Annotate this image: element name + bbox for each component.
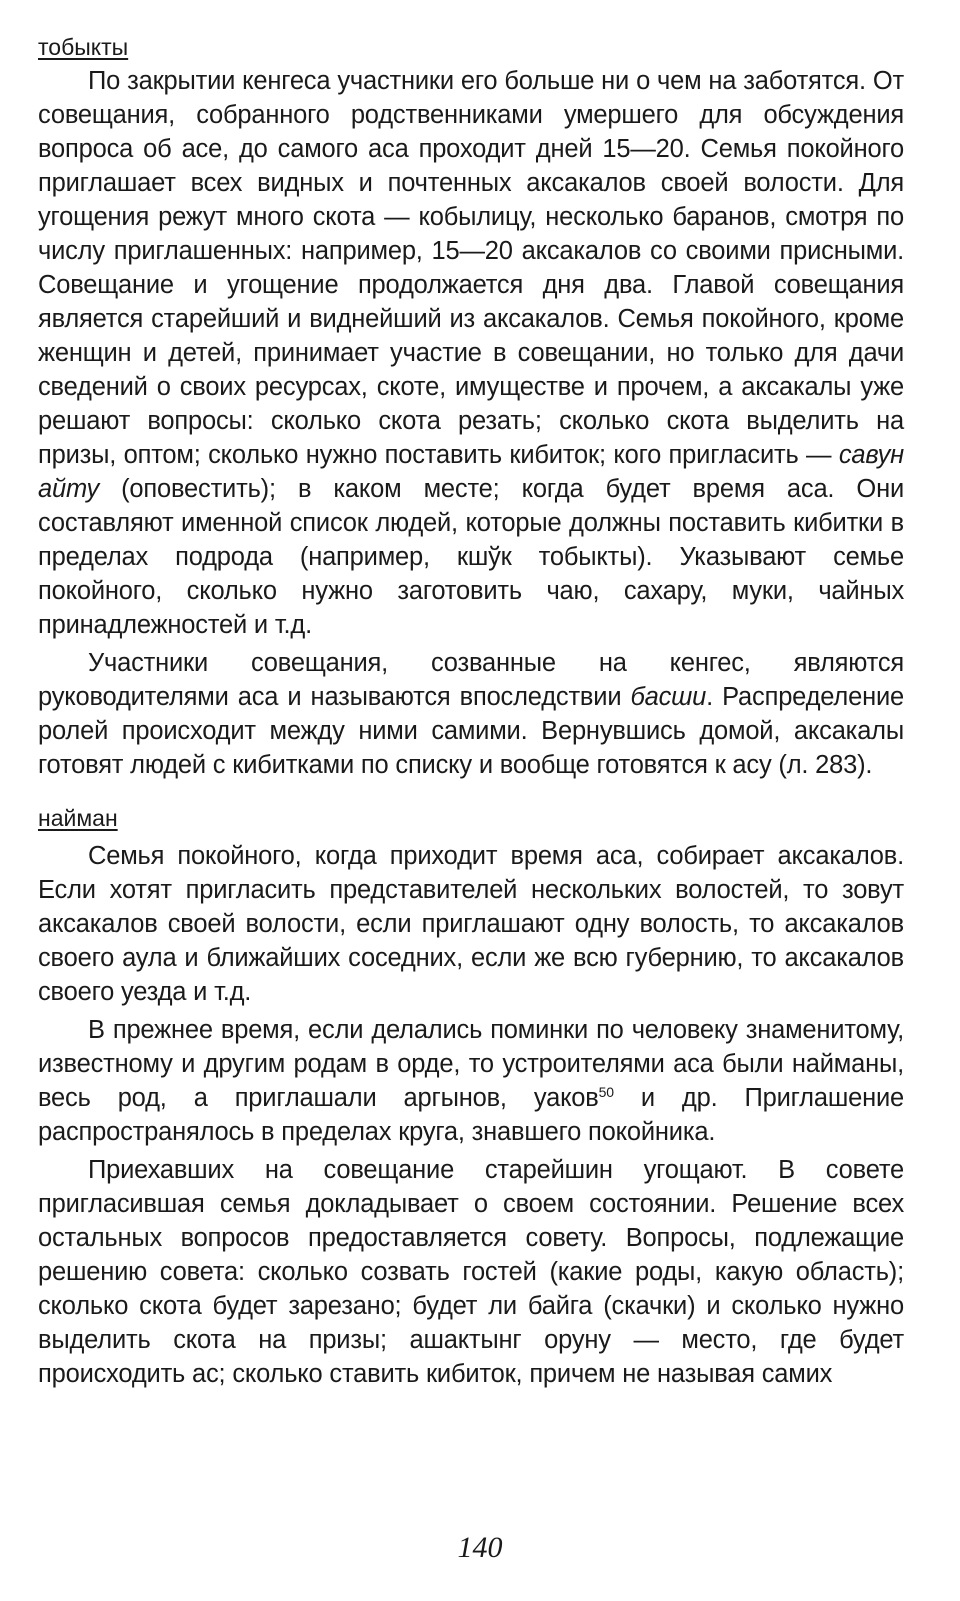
italic-term: савун айту <box>38 441 904 503</box>
paragraph-text: В прежнее время, если делались поминки по человеку знаменитому, известному и другим родам в орде, то устроителями аса были найманы, весь род, а приглашали аргынов, уаков <box>38 1016 904 1112</box>
paragraph-text: и др. Приглашение распространялось в пределах круга, знавшего покойника. <box>38 1084 904 1146</box>
section-heading-tobykty: тобыкты <box>38 34 129 60</box>
footnote-marker: 50 <box>598 1084 614 1100</box>
paragraph-naiman-3: Приехавших на совещание старейшин угощают. В совете пригласившая семья докладывает о своем состоянии. Решение всех остальных вопросов предоставляется совету. Вопросы, подлежащие решению совета: сколько созвать гостей (какие роды, какую область); сколько скота будет зарезано; будет ли байга (скачки) и сколько нужно выделить скота на призы; ашактынг оруну — место, где будет происходить ас; сколько ставить кибиток, причем не называя самих <box>38 1156 904 1388</box>
section-heading-naiman: найман <box>38 805 118 831</box>
paragraph-naiman-1: Семья покойного, когда приходит время аса, собирает аксакалов. Если хотят пригласить представителей нескольких волостей, то зовут аксакалов своей волости, если приглашают одну волость, то аксакалов своего аула и ближайших соседних, если же всю губернию, то аксакалов своего уезда и т.д. <box>38 842 904 1006</box>
paragraph-text: По закрытии кенгеса участники его больше ни о чем на заботятся. От совещания, собранного родственниками умершего для обсуждения вопроса об асе, до самого аса проходит дней 15—20. Семья покойного приглашает всех видных и почтенных аксакалов своей волости. Для угощения режут много скота — кобылицу, несколько баранов, смотря по числу приглашенных: например, 15—20 аксакалов со своими присными. Совещание и угощение продолжается дня два. Главой совещания является старейший и виднейший из аксакалов. Семья покойного, кроме женщин и детей, принимает участие в совещании, но только для дачи сведений о своих ресурсах, скоте, имуществе и прочем, а аксакалы уже решают вопросы: сколько скота резать; сколько скота выделить на призы, оптом; сколько нужно поставить кибиток; кого пригласить — <box>38 67 904 469</box>
paragraph-text: . Распределение ролей происходит между ними самими. Вернувшись домой, аксакалы готовят людей с кибитками по списку и вообще готовятся к асу (л. 283). <box>38 683 904 779</box>
paragraph-tobykty-1 <box>38 64 904 642</box>
paragraph-naiman-2 <box>38 1013 904 1149</box>
paragraph-text: (оповестить); в каком месте; когда будет время аса. Они составляют именной список людей, которые должны поставить кибитки в пределах подрода (например, кшўк тобыкты). Указывают семье покойного, сколько нужно заготовить чаю, сахару, муки, чайных принадлежностей и т.д. <box>38 475 904 639</box>
page-body <box>38 30 904 1570</box>
paragraph-tobykty-2 <box>38 646 904 782</box>
page-number: 140 <box>457 1531 503 1564</box>
paragraph-text: Участники совещания, созванные на кенгес, являются руководителями аса и называются впоследствии <box>38 649 904 711</box>
italic-term: басши <box>630 683 707 711</box>
